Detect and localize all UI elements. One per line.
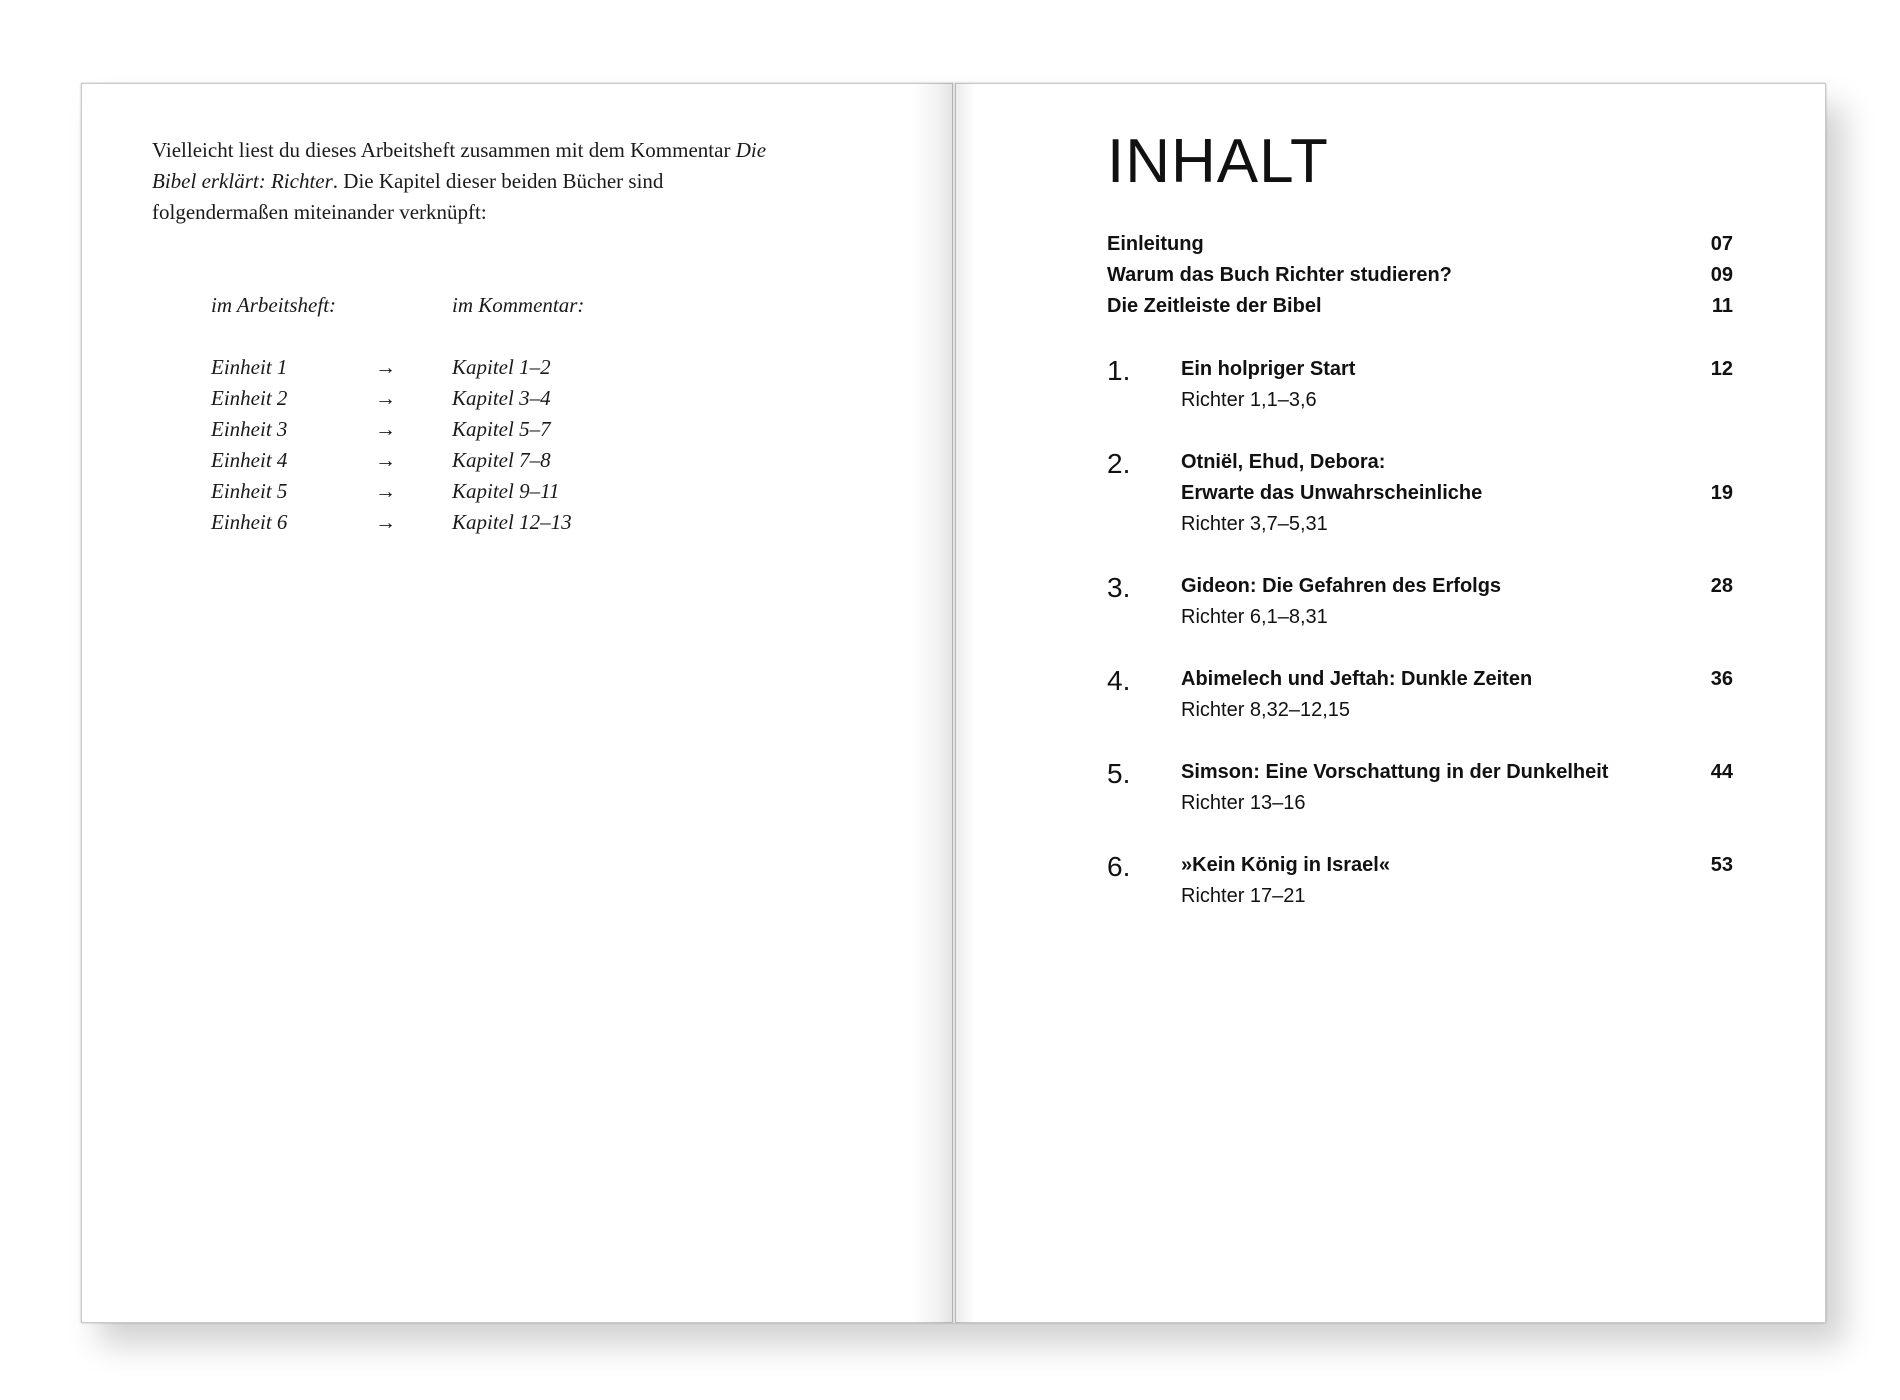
chapter-number: 2. bbox=[1107, 448, 1131, 479]
toc-chapter[interactable] bbox=[1107, 757, 1733, 819]
chapter-number: 3. bbox=[1107, 572, 1131, 603]
chapter-title bbox=[1181, 478, 1733, 509]
left-page bbox=[81, 83, 953, 1323]
chapter-number: 1. bbox=[1107, 355, 1131, 386]
arrow-icon: → bbox=[375, 355, 396, 379]
chapter-reference: Richter 6,1–8,31 bbox=[1181, 606, 1328, 628]
header-workbook: im Arbeitsheft: bbox=[211, 293, 337, 317]
chapter-page: 44 bbox=[1710, 761, 1733, 783]
toc-entry[interactable] bbox=[1107, 260, 1733, 291]
front-matter-list bbox=[1107, 229, 1733, 322]
toc-entry-page: 07 bbox=[1710, 233, 1733, 255]
chapter-reference: Richter 17–21 bbox=[1181, 885, 1306, 907]
intro-text-1: Vielleicht liest du dieses Arbeitsheft zusammen mit dem Kommentar bbox=[152, 138, 736, 162]
chapter-title bbox=[1181, 757, 1733, 788]
chapter-title bbox=[1181, 850, 1733, 881]
toc-entry-page: 09 bbox=[1710, 264, 1733, 286]
toc-entry-label: Einleitung bbox=[1107, 233, 1204, 255]
book-spread bbox=[81, 83, 1826, 1323]
chapter-reference: Richter 8,32–12,15 bbox=[1181, 699, 1351, 721]
mapping-chapter: Kapitel 7–8 bbox=[452, 448, 551, 472]
toc-chapter[interactable] bbox=[1107, 664, 1733, 726]
chapter-title bbox=[1181, 664, 1733, 695]
chapter-reference: Richter 13–16 bbox=[1181, 792, 1306, 814]
toc-chapter[interactable] bbox=[1107, 354, 1733, 416]
chapter-page: 36 bbox=[1710, 668, 1733, 690]
arrow-icon: → bbox=[375, 479, 396, 503]
mapping-unit: Einheit 2 bbox=[211, 386, 288, 410]
chapter-title-line: Simson: Eine Vorschattung in der Dunkelheit bbox=[1181, 761, 1609, 783]
toc-entry-label: Die Zeitleiste der Bibel bbox=[1107, 295, 1322, 317]
toc-chapter[interactable] bbox=[1107, 447, 1733, 540]
chapter-page: 53 bbox=[1710, 854, 1733, 876]
chapter-number: 6. bbox=[1107, 851, 1131, 882]
toc-chapter[interactable] bbox=[1107, 571, 1733, 633]
mapping-unit: Einheit 6 bbox=[211, 510, 288, 534]
mapping-chapter: Kapitel 12–13 bbox=[452, 510, 572, 534]
chapter-number: 5. bbox=[1107, 758, 1131, 789]
intro-paragraph bbox=[152, 135, 772, 228]
chapter-title bbox=[1181, 447, 1733, 478]
chapter-title-line: »Kein König in Israel« bbox=[1181, 854, 1390, 876]
toc-entry[interactable] bbox=[1107, 229, 1733, 260]
mapping-chapter: Kapitel 3–4 bbox=[452, 386, 551, 410]
gutter-shadow bbox=[911, 83, 955, 1323]
toc-entry-label: Warum das Buch Richter studieren? bbox=[1107, 264, 1452, 286]
arrow-icon: → bbox=[375, 417, 396, 441]
chapter-page: 19 bbox=[1710, 482, 1733, 504]
arrow-icon: → bbox=[375, 448, 396, 472]
mapping-unit: Einheit 4 bbox=[211, 448, 288, 472]
chapter-reference: Richter 3,7–5,31 bbox=[1181, 513, 1328, 535]
intro-book-title: Die Bibel erklärt: Richter bbox=[152, 138, 767, 193]
chapter-title-line: Gideon: Die Gefahren des Erfolgs bbox=[1181, 575, 1502, 597]
mapping-unit: Einheit 5 bbox=[211, 479, 288, 503]
right-page bbox=[955, 83, 1826, 1323]
page-title: INHALT bbox=[1107, 127, 1329, 196]
chapter-list bbox=[1107, 354, 1733, 943]
chapter-title-line: Abimelech und Jeftah: Dunkle Zeiten bbox=[1181, 668, 1533, 690]
header-commentary: im Kommentar: bbox=[452, 293, 585, 317]
chapter-title bbox=[1181, 571, 1733, 602]
mapping-chapter: Kapitel 9–11 bbox=[452, 479, 560, 503]
chapter-reference: Richter 1,1–3,6 bbox=[1181, 389, 1317, 411]
mapping-unit: Einheit 1 bbox=[211, 355, 288, 379]
arrow-icon: → bbox=[375, 510, 396, 534]
chapter-page: 28 bbox=[1710, 575, 1733, 597]
chapter-title-line: Otniël, Ehud, Debora: bbox=[1181, 451, 1386, 473]
mapping-chapter: Kapitel 5–7 bbox=[452, 417, 551, 441]
toc-entry[interactable] bbox=[1107, 291, 1733, 322]
chapter-title-line: Erwarte das Unwahrscheinliche bbox=[1181, 482, 1483, 504]
toc-entry-page: 11 bbox=[1711, 295, 1733, 317]
intro-text-2: . Die Kapitel dieser beiden Bücher sind folgendermaßen miteinander verknüpft: bbox=[152, 169, 664, 224]
chapter-number: 4. bbox=[1107, 665, 1131, 696]
chapter-page: 12 bbox=[1710, 358, 1733, 380]
mapping-unit: Einheit 3 bbox=[211, 417, 288, 441]
gutter-shadow-right bbox=[955, 83, 975, 1323]
chapter-title bbox=[1181, 354, 1733, 385]
toc-chapter[interactable] bbox=[1107, 850, 1733, 912]
arrow-icon: → bbox=[375, 386, 396, 410]
chapter-title-line: Ein holpriger Start bbox=[1181, 358, 1356, 380]
mapping-chapter: Kapitel 1–2 bbox=[452, 355, 551, 379]
